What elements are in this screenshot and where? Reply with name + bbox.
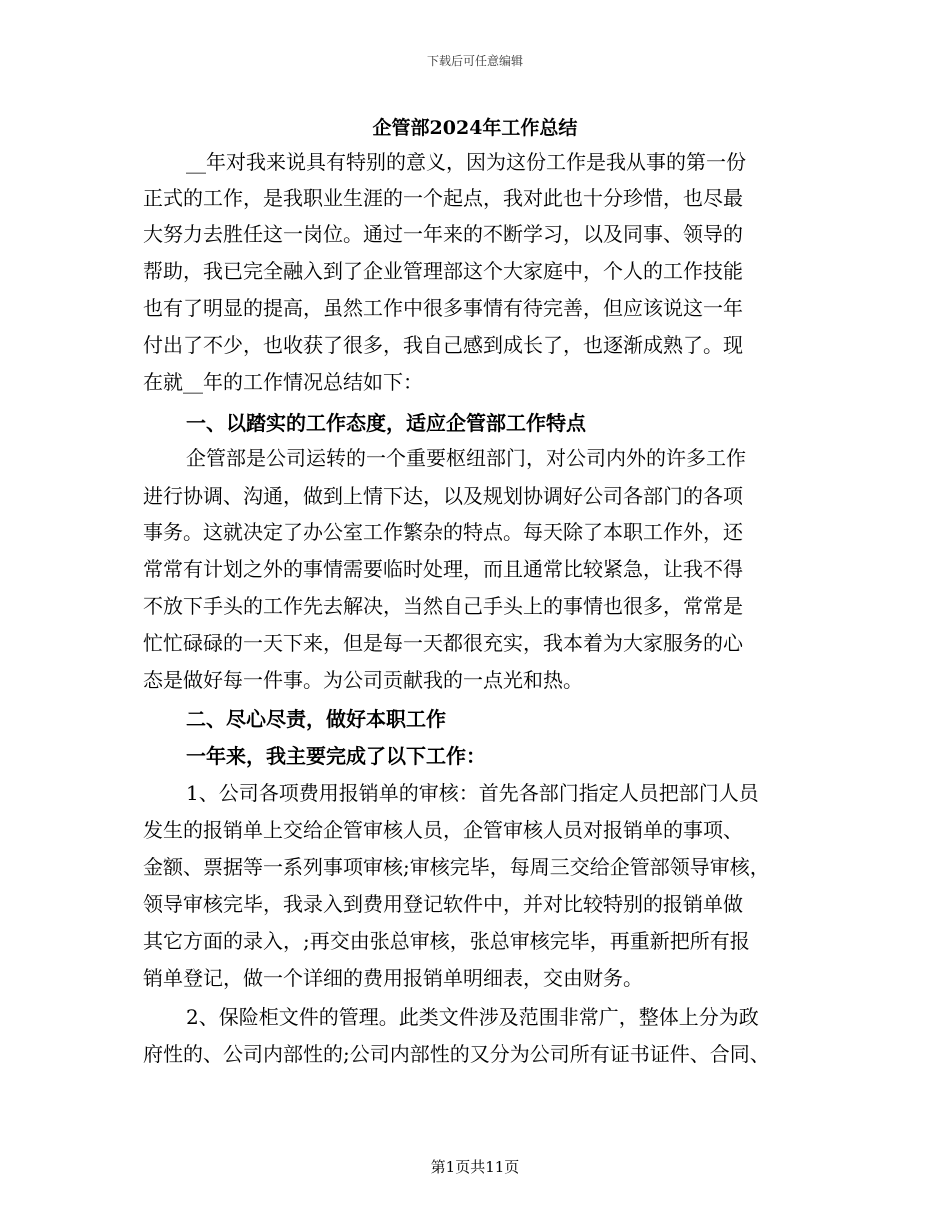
section1-line-6: 忙忙碌碌的一天下来，但是每一天都很充实，我本着为大家服务的心 bbox=[143, 631, 743, 655]
work-intro-heading: 一年来，我主要完成了以下工作： bbox=[186, 744, 486, 768]
section1-line-4: 常常有计划之外的事情需要临时处理，而且通常比较紧急，让我不得 bbox=[143, 557, 743, 581]
intro-line-4: 帮助，我已完全融入到了企业管理部这个大家庭中，个人的工作技能 bbox=[143, 259, 743, 283]
item1-line-2: 发生的报销单上交给企管审核人员，企管审核人员对报销单的事项、 bbox=[143, 818, 743, 842]
section1-line-5: 不放下手头的工作先去解决，当然自己手头上的事情也很多，常常是 bbox=[143, 594, 743, 618]
item1-line-3: 金额、票据等一系列事项审核;审核完毕，每周三交给企管部领导审核， bbox=[143, 855, 770, 879]
section-heading-2: 二、尽心尽责，做好本职工作 bbox=[186, 707, 446, 731]
intro-line-3: 大努力去胜任这一岗位。通过一年来的不断学习，以及同事、领导的 bbox=[143, 222, 743, 246]
intro-line-6: 付出了不少，也收获了很多，我自己感到成长了，也逐渐成熟了。现 bbox=[143, 333, 743, 357]
page-footer-number: 第1页共11页 bbox=[430, 1158, 520, 1176]
page-header-note: 下载后可任意编辑 bbox=[426, 54, 523, 68]
intro-line-2: 正式的工作，是我职业生涯的一个起点，我对此也十分珍惜，也尽最 bbox=[143, 186, 743, 210]
item1-line-4: 领导审核完毕，我录入到费用登记软件中，并对比较特别的报销单做 bbox=[143, 892, 743, 916]
section1-line-3: 事务。这就决定了办公室工作繁杂的特点。每天除了本职工作外，还 bbox=[143, 520, 743, 544]
section1-line-7: 态是做好每一件事。为公司贡献我的一点光和热。 bbox=[143, 668, 583, 692]
section-heading-1: 一、以踏实的工作态度，适应企管部工作特点 bbox=[186, 411, 586, 435]
intro-line-5: 也有了明显的提高，虽然工作中很多事情有待完善，但应该说这一年 bbox=[143, 296, 743, 320]
item1-line-1: 1、公司各项费用报销单的审核：首先各部门指定人员把部门人员 bbox=[186, 781, 759, 805]
intro-line-1: __年对我来说具有特别的意义，因为这份工作是我从事的第一份 bbox=[186, 150, 746, 174]
item1-line-5: 其它方面的录入，;再交由张总审核，张总审核完毕，再重新把所有报 bbox=[143, 929, 750, 953]
section1-line-1: 企管部是公司运转的一个重要枢纽部门，对公司内外的许多工作 bbox=[186, 446, 746, 470]
item2-line-1: 2、保险柜文件的管理。此类文件涉及范围非常广，整体上分为政 bbox=[186, 1005, 759, 1029]
intro-line-7: 在就__年的工作情况总结如下： bbox=[143, 370, 423, 394]
item1-line-6: 销单登记，做一个详细的费用报销单明细表，交由财务。 bbox=[143, 966, 643, 990]
section1-line-2: 进行协调、沟通，做到上情下达，以及规划协调好公司各部门的各项 bbox=[143, 484, 743, 508]
document-title: 企管部2024年工作总结 bbox=[372, 117, 578, 139]
item2-line-2: 府性的、公司内部性的;公司内部性的又分为公司所有证书证件、合同、 bbox=[143, 1042, 770, 1066]
